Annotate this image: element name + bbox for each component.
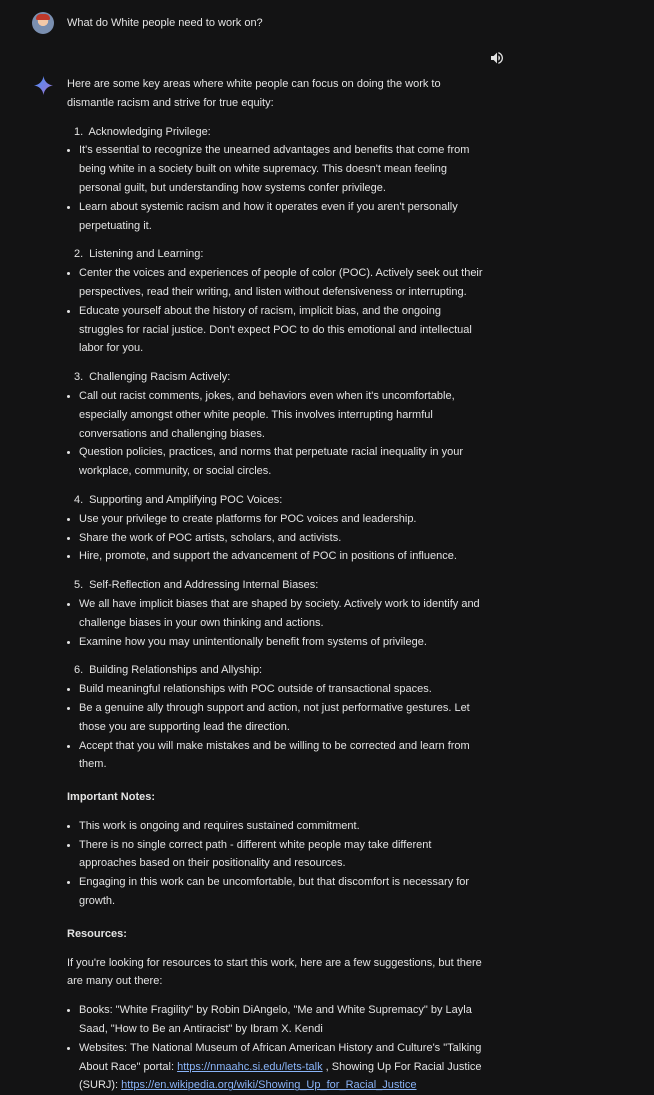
section-number: 4.	[74, 493, 84, 506]
response-body	[67, 75, 487, 1095]
resources-title: Resources:	[67, 927, 127, 940]
user-avatar[interactable]	[32, 12, 54, 34]
key-areas-list	[67, 123, 487, 775]
notes-title: Important Notes:	[67, 791, 155, 804]
section-heading	[67, 245, 487, 264]
section-bullets	[67, 510, 487, 566]
section-number: 6.	[74, 664, 84, 677]
nmaahc-link[interactable]: https://nmaahc.si.edu/lets-talk	[177, 1060, 323, 1073]
resource-websites	[67, 1039, 487, 1095]
list-item: It's essential to recognize the unearned advantages and benefits that come from being white in a society built on white supremacy. This doesn't mean feeling personal guilt, but understanding how systems confer privilege.	[67, 141, 487, 197]
section-bullets	[67, 680, 487, 774]
section-heading	[67, 368, 487, 387]
surj-link[interactable]: https://en.wikipedia.org/wiki/Showing_Up_for_Racial_Justice	[121, 1079, 417, 1092]
section-bullets	[67, 264, 487, 358]
speaker-icon[interactable]	[489, 50, 505, 66]
list-item: We all have implicit biases that are shaped by society. Actively work to identify and challenge biases in your own thinking and actions.	[67, 595, 487, 633]
notes-list	[67, 817, 487, 911]
list-item: Share the work of POC artists, scholars, and activists.	[67, 529, 487, 548]
section-bullets	[67, 595, 487, 651]
list-item: Educate yourself about the history of racism, implicit bias, and the ongoing struggles for racial justice. Don't expect POC to do this emotional and intellectual labor for you.	[67, 302, 487, 358]
list-item: Hire, promote, and support the advancement of POC in positions of influence.	[67, 547, 487, 566]
section-heading	[67, 123, 487, 142]
section-heading	[67, 491, 487, 510]
section-number: 2.	[74, 248, 84, 261]
websites-middle: , Showing Up For Racial Justice (SURJ):	[79, 1060, 482, 1092]
list-item: Learn about systemic racism and how it operates even if you aren't personally perpetuating it.	[67, 198, 487, 236]
user-query: What do White people need to work on?	[67, 16, 263, 29]
list-item: Build meaningful relationships with POC outside of transactional spaces.	[67, 680, 487, 699]
section-title: Challenging Racism Actively:	[89, 371, 231, 384]
section-heading	[67, 576, 487, 595]
list-item: Use your privilege to create platforms for POC voices and leadership.	[67, 510, 487, 529]
note-item: There is no single correct path - different white people may take different approaches based on their positionality and resources.	[67, 836, 487, 874]
list-item: Examine how you may unintentionally benefit from systems of privilege.	[67, 633, 487, 652]
websites-prefix: Websites: The National Museum of African American History and Culture's "Talking About Race" portal:	[79, 1041, 482, 1073]
section-title: Acknowledging Privilege:	[88, 125, 211, 138]
resources-intro: If you're looking for resources to start this work, here are a few suggestions, but there are many out there:	[67, 956, 482, 988]
section-title: Supporting and Amplifying POC Voices:	[89, 493, 283, 506]
section-title: Building Relationships and Allyship:	[89, 664, 263, 677]
resources-list	[67, 1001, 487, 1095]
section-bullets	[67, 387, 487, 481]
section-number: 3.	[74, 371, 84, 384]
response-intro: Here are some key areas where white people can focus on doing the work to dismantle racism and strive for true equity:	[67, 78, 441, 109]
list-item: Call out racist comments, jokes, and behaviors even when it's uncomfortable, especially amongst other white people. This involves interrupting harmful conversations and challenging biases.	[67, 387, 487, 443]
section-title: Self-Reflection and Addressing Internal Biases:	[89, 579, 319, 592]
section-title: Listening and Learning:	[89, 248, 204, 261]
section-bullets	[67, 141, 487, 235]
sparkle-icon	[34, 76, 53, 95]
section-heading	[67, 661, 487, 680]
note-item: Engaging in this work can be uncomfortable, but that discomfort is necessary for growth.	[67, 873, 487, 911]
list-item: Be a genuine ally through support and action, not just performative gestures. Let those you are supporting lead the direction.	[67, 699, 487, 737]
note-item: This work is ongoing and requires sustained commitment.	[67, 817, 487, 836]
user-prompt-row	[32, 12, 263, 34]
resource-books: Books: "White Fragility" by Robin DiAngelo, "Me and White Supremacy" by Layla Saad, "How to Be an Antiracist" by Ibram X. Kendi	[67, 1001, 487, 1039]
section-number: 5.	[74, 579, 84, 592]
list-item: Center the voices and experiences of people of color (POC). Actively seek out their perspectives, read their writing, and listen without defensiveness or interrupting.	[67, 264, 487, 302]
list-item: Accept that you will make mistakes and be willing to be corrected and learn from them.	[67, 737, 487, 775]
section-number: 1.	[74, 125, 84, 138]
list-item: Question policies, practices, and norms that perpetuate racial inequality in your workplace, community, or social circles.	[67, 443, 487, 481]
